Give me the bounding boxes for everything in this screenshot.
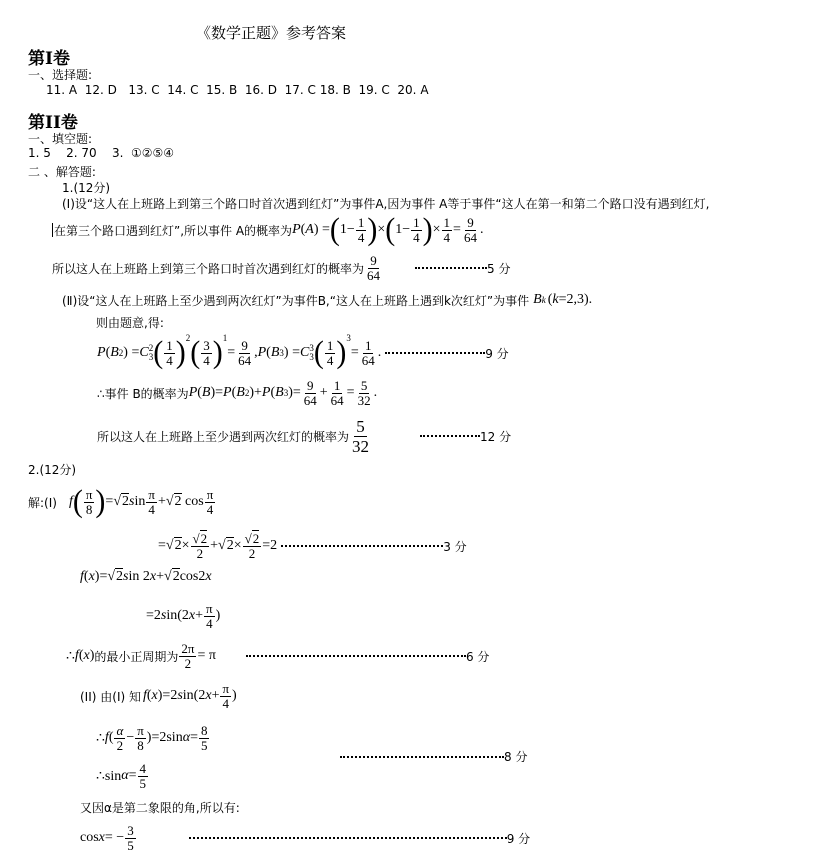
- q2-part2-line: (II) 由(I) 知 f ( x )=2 s in(2 x + $\frac{\pi}{4}$ ): [80, 680, 237, 711]
- part1-heading: 第Ⅰ卷: [28, 49, 70, 69]
- q2-part1-line1: 解:(I) f ( $\frac{\pi}{8}$ ) =√2 s in $\frac{\pi}{4}$ +√2 cos $\frac{\pi}{4}$: [28, 484, 214, 519]
- q2-part2-eq1: ∴ f ( $\frac{\alpha}{2}$ − $\frac{\pi}{8}$ )=2sin α = $\frac{8}{5}$: [96, 722, 208, 753]
- q2-fx-expansion: f(x)=√2sin 2x+√2cos2x: [80, 569, 212, 584]
- score-leader: [281, 545, 443, 547]
- text-cursor: [52, 223, 53, 237]
- q2-cos-line: cos x = − $\frac{3}{5}$ 9 分: [80, 822, 531, 853]
- score-12: 12 分: [480, 429, 512, 444]
- q1-part2-prob-text: ∴事件 B的概率为: [97, 386, 189, 401]
- score-leader: [415, 267, 487, 269]
- score-6: 6 分: [465, 649, 490, 664]
- choice-answers: 11. A 12. D 13. C 14. C 15. B 16. D 17. C 18. B 19. C 20. A: [46, 83, 429, 97]
- q1-part2-text: (Ⅱ)设“这人在上班路上至少遇到两次红灯”为事件B,“这人在上班路上遇到k次红灯”为事件: [62, 293, 530, 308]
- score-9b: 9 分: [506, 831, 531, 846]
- q2-period-line: ∴ f ( x ) 的最小正周期为 $\frac{2\pi}{2}$ = π 6 分: [66, 640, 490, 671]
- q1-part1-conclusion-line: 所以这人在上班路上到第三个路口时首次遇到红灯的概率为 $\frac{9}{64}$ 5 分: [52, 252, 511, 283]
- score-leader: [340, 756, 504, 758]
- score-leader: [189, 837, 507, 839]
- q2-solution-label: 解:(I): [28, 495, 57, 510]
- q1-part1-formula-line: 在第三个路口遇到红灯”,所以事件 A的概率为 P ( A ) = ( 1− $\frac{1}{4}$ ) × ( 1− $\frac{1}{4}$ ) × $\frac{1}{4}$ = $\frac{9}{64}$ .: [54, 212, 484, 247]
- q2-part2-label: (II) 由(I) 知: [80, 689, 141, 704]
- fill-answers: 1. 5 2. 70 3. ①②⑤④: [28, 146, 175, 160]
- score-9a: 9 分: [485, 346, 509, 361]
- score-leader: [420, 435, 480, 437]
- q2-part1-line2: =√2× $\frac{√2}{2}$ +√2× $\frac{√2}{2}$ =2 3 分: [158, 530, 467, 561]
- choice-section-heading: 一、选择题:: [28, 68, 93, 82]
- score-3: 3 分: [443, 539, 467, 554]
- q1-part2-given: 则由题意,得:: [96, 316, 164, 330]
- q1-part1-text: (Ⅰ)设“这人在上班路上到第三个路口时首次遇到红灯”为事件A,因为事件 A等于事件“这人在第一和第二个路口没有遇到红灯,: [62, 197, 710, 211]
- score-leader: [246, 655, 466, 657]
- q1-part2-conclusion-line: 所以这人在上班路上至少遇到两次红灯的概率为 $\frac{5}{32}$ 12 分: [97, 416, 512, 456]
- page-title: 《数学正题》参考答案: [196, 24, 347, 42]
- q2-period-text: 的最小正周期为: [94, 649, 179, 664]
- q1-part2-formula-line: P ( B 2 ) = C 2 3 ( $\frac{1}{4}$ ) 2 ( $\frac{3}{4}$ ) 1 = $\frac{9}{64}$ , P ( B 3 ) = C 3 3 ( $\frac{1}{4}$ ) 3 = $\frac{1}{64}$ . 9 分: [97, 333, 509, 370]
- q2-score-8-line: [340, 748, 527, 765]
- formula-pa: P: [292, 222, 301, 237]
- fill-section-heading: 一、填空题:: [28, 132, 93, 146]
- q2-label: 2.(12分): [28, 463, 77, 477]
- solve-section-heading: 二 、解答题:: [28, 165, 96, 179]
- score-leader: [385, 352, 485, 354]
- q2-fx-simplified: =2 s in(2 x + $\frac{\pi}{4}$ ): [146, 600, 221, 631]
- q1-part2-conclusion: 所以这人在上班路上至少遇到两次红灯的概率为: [97, 429, 350, 444]
- q1-label: 1.(12分): [62, 181, 111, 195]
- q1-part2-prob-line: ∴事件 B的概率为 P ( B )= P ( B 2 )+ P ( B 3 )= $\frac{9}{64}$ + $\frac{1}{64}$ = $\frac{5}{32}$ .: [97, 377, 378, 408]
- part2-heading: 第II卷: [28, 113, 78, 133]
- score-5: 5 分: [487, 261, 511, 276]
- q1-part2-line: (Ⅱ)设“这人在上班路上至少遇到两次红灯”为事件B,“这人在上班路上遇到k次红灯”为事件 B k ( k =2,3 ).: [62, 292, 593, 308]
- q1-part1-text2: 在第三个路口遇到红灯”,所以事件 A的概率为: [54, 223, 293, 238]
- score-8: 8 分: [504, 750, 528, 764]
- q2-part2-sin: ∴sin α = $\frac{4}{5}$: [96, 760, 147, 791]
- q1-part1-conclusion: 所以这人在上班路上到第三个路口时首次遇到红灯的概率为: [52, 261, 365, 276]
- q2-quadrant-text: 又因α是第二象限的角,所以有:: [80, 801, 240, 815]
